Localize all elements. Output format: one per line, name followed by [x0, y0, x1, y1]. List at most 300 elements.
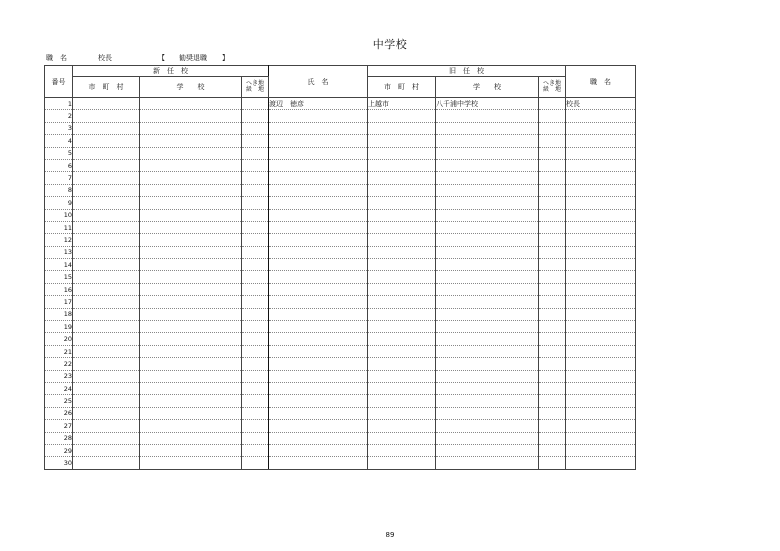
new-city-cell	[73, 159, 140, 171]
old-remote-cell	[539, 271, 566, 283]
table-row	[45, 122, 636, 134]
old-remote-cell	[539, 172, 566, 184]
old-city-cell	[368, 420, 436, 432]
old-remote-cell	[539, 135, 566, 147]
new-school-cell	[140, 221, 242, 233]
header-new-remote	[242, 77, 269, 98]
job-title-cell	[566, 122, 636, 134]
table-row	[45, 370, 636, 382]
new-city-cell	[73, 184, 140, 196]
name-cell	[269, 172, 368, 184]
old-remote-cell	[539, 221, 566, 233]
old-city-cell	[368, 444, 436, 456]
table-row	[45, 159, 636, 171]
name-cell	[269, 370, 368, 382]
old-remote-cell	[539, 209, 566, 221]
name-cell	[269, 308, 368, 320]
row-number: 25	[45, 395, 73, 407]
new-city-cell	[73, 321, 140, 333]
new-school-cell	[140, 321, 242, 333]
job-title-cell	[566, 395, 636, 407]
new-remote-cell	[242, 98, 269, 110]
name-cell	[269, 135, 368, 147]
new-school-cell	[140, 432, 242, 444]
new-city-cell	[73, 271, 140, 283]
new-city-cell	[73, 135, 140, 147]
old-school-cell	[436, 296, 539, 308]
job-title-cell	[566, 308, 636, 320]
old-city-cell	[368, 345, 436, 357]
job-title-cell	[566, 197, 636, 209]
old-city-cell	[368, 457, 436, 469]
row-number: 27	[45, 420, 73, 432]
old-school-cell: 八千浦中学校	[436, 98, 539, 110]
table-row	[45, 321, 636, 333]
old-school-cell	[436, 271, 539, 283]
new-school-cell	[140, 296, 242, 308]
new-school-cell	[140, 110, 242, 122]
job-title-cell	[566, 457, 636, 469]
new-school-cell	[140, 283, 242, 295]
job-title-cell	[566, 221, 636, 233]
old-school-cell	[436, 197, 539, 209]
page-title: 中学校	[372, 38, 408, 51]
name-cell	[269, 432, 368, 444]
old-city-cell	[368, 283, 436, 295]
name-cell	[269, 122, 368, 134]
old-city-cell	[368, 135, 436, 147]
old-remote-cell	[539, 370, 566, 382]
header-row-top	[45, 66, 636, 77]
new-city-cell	[73, 110, 140, 122]
new-city-cell	[73, 147, 140, 159]
new-city-cell	[73, 382, 140, 394]
new-city-cell	[73, 209, 140, 221]
new-city-cell	[73, 333, 140, 345]
new-school-cell	[140, 209, 242, 221]
new-school-cell	[140, 98, 242, 110]
new-school-cell	[140, 184, 242, 196]
header-old-remote	[539, 77, 566, 98]
new-city-cell	[73, 395, 140, 407]
old-school-cell	[436, 407, 539, 419]
old-remote-cell	[539, 382, 566, 394]
row-number: 29	[45, 444, 73, 456]
table-row	[45, 382, 636, 394]
old-school-cell	[436, 370, 539, 382]
row-number: 2	[45, 110, 73, 122]
name-cell	[269, 333, 368, 345]
row-number: 12	[45, 234, 73, 246]
name-cell	[269, 321, 368, 333]
name-cell	[269, 184, 368, 196]
row-number: 8	[45, 184, 73, 196]
row-number: 20	[45, 333, 73, 345]
new-city-cell	[73, 283, 140, 295]
row-number: 13	[45, 246, 73, 258]
old-city-cell	[368, 395, 436, 407]
old-remote-cell	[539, 358, 566, 370]
job-title-cell	[566, 147, 636, 159]
header-name: 氏 名	[269, 66, 368, 98]
old-remote-cell	[539, 283, 566, 295]
job-title-cell	[566, 407, 636, 419]
header-new-city: 市 町 村	[73, 77, 140, 98]
table-row	[45, 184, 636, 196]
job-title-cell	[566, 283, 636, 295]
old-school-cell	[436, 184, 539, 196]
row-number: 18	[45, 308, 73, 320]
old-school-cell	[436, 110, 539, 122]
new-city-cell	[73, 345, 140, 357]
new-school-cell	[140, 345, 242, 357]
old-remote-cell	[539, 296, 566, 308]
old-remote-cell	[539, 308, 566, 320]
bracket-open: 【	[158, 54, 165, 62]
row-number: 3	[45, 122, 73, 134]
job-title-cell	[566, 159, 636, 171]
old-remote-cell	[539, 147, 566, 159]
old-school-cell	[436, 382, 539, 394]
row-number: 22	[45, 358, 73, 370]
row-number: 5	[45, 147, 73, 159]
row-number: 26	[45, 407, 73, 419]
name-cell	[269, 457, 368, 469]
table-row	[45, 333, 636, 345]
old-remote-cell	[539, 420, 566, 432]
new-remote-cell	[242, 395, 269, 407]
old-school-cell	[436, 420, 539, 432]
old-city-cell	[368, 234, 436, 246]
table-row	[45, 283, 636, 295]
retirement-category: 勧奨退職	[179, 54, 207, 62]
old-school-cell	[436, 345, 539, 357]
old-city-cell	[368, 209, 436, 221]
table-row	[45, 209, 636, 221]
table-row	[45, 308, 636, 320]
old-remote-cell	[539, 197, 566, 209]
job-title-cell: 校長	[566, 98, 636, 110]
header-old-city: 市 町 村	[368, 77, 436, 98]
new-remote-cell	[242, 234, 269, 246]
row-number: 30	[45, 457, 73, 469]
header-old-post: 旧 任 校	[368, 66, 566, 77]
table-row	[45, 271, 636, 283]
row-number: 4	[45, 135, 73, 147]
new-remote-cell	[242, 221, 269, 233]
old-school-cell	[436, 122, 539, 134]
new-remote-cell	[242, 197, 269, 209]
table-row	[45, 234, 636, 246]
name-cell	[269, 382, 368, 394]
table-row	[45, 98, 636, 110]
old-remote-cell	[539, 234, 566, 246]
old-school-cell	[436, 457, 539, 469]
new-city-cell	[73, 221, 140, 233]
header-job-title: 職 名	[566, 66, 636, 98]
new-remote-cell	[242, 345, 269, 357]
old-city-cell	[368, 159, 436, 171]
row-number: 23	[45, 370, 73, 382]
new-city-cell	[73, 122, 140, 134]
name-cell	[269, 221, 368, 233]
new-school-cell	[140, 159, 242, 171]
job-title-cell	[566, 382, 636, 394]
new-city-cell	[73, 172, 140, 184]
job-title-cell	[566, 321, 636, 333]
new-city-cell	[73, 370, 140, 382]
old-city-cell	[368, 259, 436, 271]
row-number: 6	[45, 159, 73, 171]
row-number: 24	[45, 382, 73, 394]
old-school-cell	[436, 221, 539, 233]
new-city-cell	[73, 308, 140, 320]
new-school-cell	[140, 333, 242, 345]
old-city-cell	[368, 110, 436, 122]
new-remote-cell	[242, 407, 269, 419]
new-school-cell	[140, 234, 242, 246]
table-row	[45, 358, 636, 370]
old-school-cell	[436, 159, 539, 171]
old-remote-cell	[539, 457, 566, 469]
name-cell	[269, 444, 368, 456]
old-remote-cell	[539, 259, 566, 271]
new-city-cell	[73, 98, 140, 110]
job-title-cell	[566, 444, 636, 456]
name-cell	[269, 259, 368, 271]
old-city-cell	[368, 370, 436, 382]
name-cell	[269, 358, 368, 370]
name-cell	[269, 110, 368, 122]
old-remote-cell	[539, 321, 566, 333]
new-remote-cell	[242, 184, 269, 196]
job-title-cell	[566, 432, 636, 444]
old-remote-cell	[539, 110, 566, 122]
header-old-remote-top: へき地	[542, 79, 561, 87]
new-city-cell	[73, 234, 140, 246]
table-row	[45, 345, 636, 357]
new-remote-cell	[242, 420, 269, 432]
old-remote-cell	[539, 98, 566, 110]
old-city-cell	[368, 382, 436, 394]
old-remote-cell	[539, 246, 566, 258]
old-city-cell	[368, 184, 436, 196]
job-title-cell	[566, 110, 636, 122]
old-school-cell	[436, 234, 539, 246]
name-cell	[269, 395, 368, 407]
row-number: 15	[45, 271, 73, 283]
row-number: 28	[45, 432, 73, 444]
new-remote-cell	[242, 110, 269, 122]
header-number: 番号	[45, 66, 73, 98]
old-remote-cell	[539, 432, 566, 444]
new-remote-cell	[242, 246, 269, 258]
header-old-school: 学 校	[436, 77, 539, 98]
old-remote-cell	[539, 184, 566, 196]
new-remote-cell	[242, 321, 269, 333]
header-new-school: 学 校	[140, 77, 242, 98]
job-title-cell	[566, 358, 636, 370]
old-city-cell	[368, 358, 436, 370]
old-city-cell	[368, 172, 436, 184]
old-city-cell: 上越市	[368, 98, 436, 110]
new-city-cell	[73, 259, 140, 271]
post-value: 校長	[98, 54, 112, 62]
job-title-cell	[566, 209, 636, 221]
old-remote-cell	[539, 444, 566, 456]
new-remote-cell	[242, 382, 269, 394]
old-remote-cell	[539, 333, 566, 345]
new-city-cell	[73, 358, 140, 370]
new-remote-cell	[242, 296, 269, 308]
old-school-cell	[436, 147, 539, 159]
job-title-cell	[566, 184, 636, 196]
name-cell: 渡辺 徳彦	[269, 98, 368, 110]
old-remote-cell	[539, 407, 566, 419]
header-new-remote-bottom: 級 地	[245, 86, 264, 93]
row-number: 10	[45, 209, 73, 221]
new-remote-cell	[242, 457, 269, 469]
old-school-cell	[436, 321, 539, 333]
old-remote-cell	[539, 345, 566, 357]
table-row	[45, 135, 636, 147]
name-cell	[269, 246, 368, 258]
job-title-cell	[566, 296, 636, 308]
bracket-close: 】	[222, 54, 229, 62]
table-row	[45, 407, 636, 419]
old-school-cell	[436, 283, 539, 295]
new-remote-cell	[242, 308, 269, 320]
row-number: 11	[45, 221, 73, 233]
old-school-cell	[436, 209, 539, 221]
job-title-cell	[566, 333, 636, 345]
new-remote-cell	[242, 159, 269, 171]
name-cell	[269, 209, 368, 221]
name-cell	[269, 197, 368, 209]
new-city-cell	[73, 457, 140, 469]
old-school-cell	[436, 444, 539, 456]
personnel-table	[44, 65, 636, 470]
old-remote-cell	[539, 122, 566, 134]
table-row	[45, 432, 636, 444]
old-city-cell	[368, 333, 436, 345]
new-school-cell	[140, 135, 242, 147]
table-row	[45, 444, 636, 456]
old-city-cell	[368, 308, 436, 320]
job-title-cell	[566, 234, 636, 246]
table-row	[45, 110, 636, 122]
new-city-cell	[73, 246, 140, 258]
new-remote-cell	[242, 135, 269, 147]
new-school-cell	[140, 197, 242, 209]
new-school-cell	[140, 147, 242, 159]
row-number: 17	[45, 296, 73, 308]
old-school-cell	[436, 358, 539, 370]
table-row	[45, 147, 636, 159]
post-label: 職 名	[46, 54, 67, 62]
row-number: 19	[45, 321, 73, 333]
old-school-cell	[436, 432, 539, 444]
new-city-cell	[73, 197, 140, 209]
old-city-cell	[368, 122, 436, 134]
new-school-cell	[140, 358, 242, 370]
old-city-cell	[368, 407, 436, 419]
name-cell	[269, 345, 368, 357]
new-school-cell	[140, 259, 242, 271]
old-city-cell	[368, 271, 436, 283]
old-city-cell	[368, 432, 436, 444]
table-row	[45, 259, 636, 271]
row-number: 9	[45, 197, 73, 209]
old-city-cell	[368, 321, 436, 333]
table-row	[45, 395, 636, 407]
old-city-cell	[368, 197, 436, 209]
row-number: 21	[45, 345, 73, 357]
old-remote-cell	[539, 159, 566, 171]
new-remote-cell	[242, 172, 269, 184]
old-remote-cell	[539, 395, 566, 407]
page-number: 89	[385, 531, 395, 539]
new-remote-cell	[242, 333, 269, 345]
table-row	[45, 246, 636, 258]
name-cell	[269, 407, 368, 419]
old-school-cell	[436, 135, 539, 147]
new-remote-cell	[242, 432, 269, 444]
name-cell	[269, 296, 368, 308]
new-school-cell	[140, 420, 242, 432]
new-remote-cell	[242, 209, 269, 221]
new-city-cell	[73, 420, 140, 432]
table-row	[45, 457, 636, 469]
table-row	[45, 296, 636, 308]
name-cell	[269, 234, 368, 246]
old-city-cell	[368, 147, 436, 159]
row-number: 1	[45, 98, 73, 110]
new-remote-cell	[242, 444, 269, 456]
old-school-cell	[436, 172, 539, 184]
job-title-cell	[566, 345, 636, 357]
new-city-cell	[73, 432, 140, 444]
name-cell	[269, 283, 368, 295]
new-city-cell	[73, 444, 140, 456]
name-cell	[269, 420, 368, 432]
job-title-cell	[566, 271, 636, 283]
new-remote-cell	[242, 122, 269, 134]
new-school-cell	[140, 444, 242, 456]
new-school-cell	[140, 382, 242, 394]
name-cell	[269, 147, 368, 159]
table-row	[45, 197, 636, 209]
old-school-cell	[436, 308, 539, 320]
new-school-cell	[140, 457, 242, 469]
old-school-cell	[436, 333, 539, 345]
name-cell	[269, 271, 368, 283]
row-number: 7	[45, 172, 73, 184]
old-school-cell	[436, 395, 539, 407]
old-city-cell	[368, 296, 436, 308]
new-remote-cell	[242, 358, 269, 370]
new-remote-cell	[242, 259, 269, 271]
table-row	[45, 221, 636, 233]
new-remote-cell	[242, 283, 269, 295]
row-number: 14	[45, 259, 73, 271]
new-remote-cell	[242, 147, 269, 159]
new-city-cell	[73, 296, 140, 308]
header-old-remote-bottom: 級 地	[542, 86, 561, 93]
job-title-cell	[566, 135, 636, 147]
name-cell	[269, 159, 368, 171]
header-new-remote-top: へき地	[245, 79, 264, 87]
